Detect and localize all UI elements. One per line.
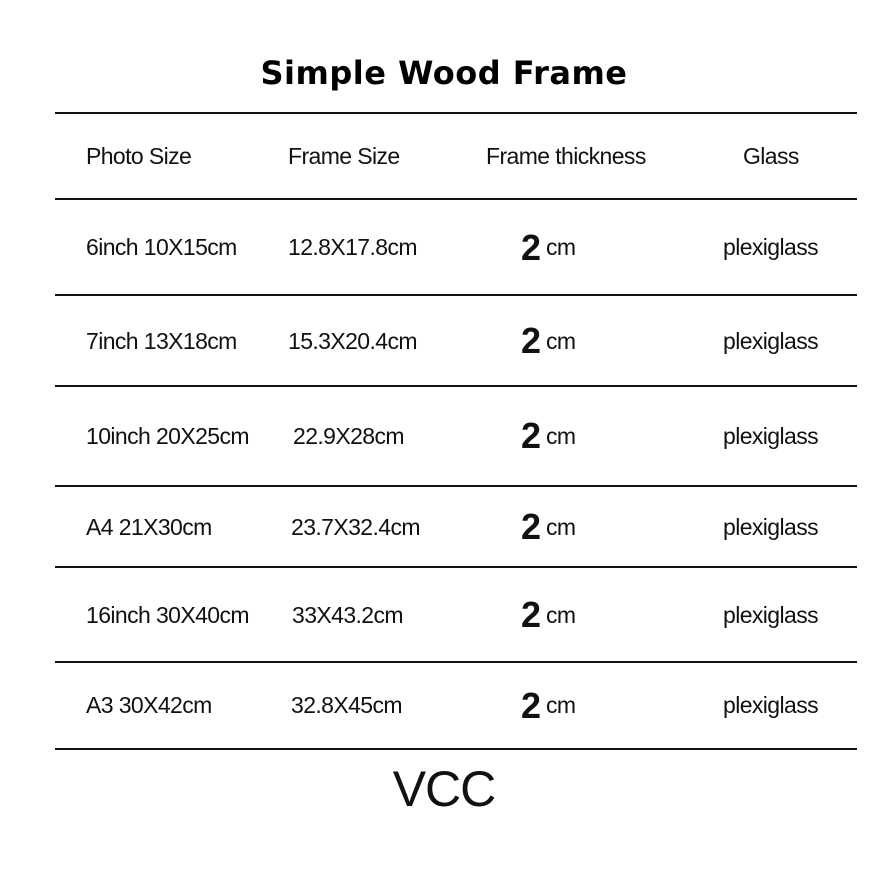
cell-thickness xyxy=(485,487,576,567)
thickness-value: 2 xyxy=(521,594,542,635)
cell-glass: plexiglass xyxy=(723,327,818,354)
table-row xyxy=(55,387,857,485)
table-row xyxy=(55,487,857,567)
cell-photo-size: 6inch 10X15cm xyxy=(86,234,237,260)
cell-glass: plexiglass xyxy=(723,234,818,260)
cell-photo-size: 10inch 20X25cm xyxy=(86,422,249,449)
header-glass: Glass xyxy=(743,142,799,169)
thickness-value: 2 xyxy=(521,415,542,456)
cell-frame-size: 15.3X20.4cm xyxy=(288,327,417,354)
cell-photo-size: A4 21X30cm xyxy=(86,513,212,540)
page-title: Simple Wood Frame xyxy=(260,54,628,92)
cell-frame-size: 12.8X17.8cm xyxy=(288,234,417,260)
cell-glass: plexiglass xyxy=(723,601,818,628)
thickness-value: 2 xyxy=(521,226,542,268)
header-photo-size: Photo Size xyxy=(86,142,192,169)
cell-frame-size: 22.9X28cm xyxy=(293,422,404,449)
cell-photo-size: 7inch 13X18cm xyxy=(86,327,237,354)
thickness-value: 2 xyxy=(521,506,542,547)
cell-photo-size: 16inch 30X40cm xyxy=(86,601,249,628)
thickness-value: 2 xyxy=(521,684,542,726)
table-header-row xyxy=(55,114,857,198)
cell-thickness xyxy=(485,568,576,662)
table-row xyxy=(55,200,857,295)
thickness-unit: cm xyxy=(546,513,576,540)
cell-glass: plexiglass xyxy=(723,692,818,718)
table-row xyxy=(55,568,857,662)
table-bottom-border xyxy=(55,748,857,750)
cell-frame-size: 23.7X32.4cm xyxy=(291,513,420,540)
thickness-unit: cm xyxy=(546,327,576,354)
cell-glass: plexiglass xyxy=(723,422,818,449)
table-row xyxy=(55,663,857,748)
table-row xyxy=(55,296,857,386)
header-frame-size: Frame Size xyxy=(288,142,400,169)
thickness-value: 2 xyxy=(521,320,542,361)
cell-photo-size: A3 30X42cm xyxy=(86,692,212,718)
cell-glass: plexiglass xyxy=(723,513,818,540)
cell-frame-size: 33X43.2cm xyxy=(292,601,403,628)
thickness-unit: cm xyxy=(546,234,576,260)
cell-thickness xyxy=(485,296,576,386)
header-frame-thickness: Frame thickness xyxy=(486,142,646,169)
thickness-unit: cm xyxy=(546,601,576,628)
thickness-unit: cm xyxy=(546,422,576,449)
thickness-unit: cm xyxy=(546,692,576,718)
cell-frame-size: 32.8X45cm xyxy=(291,692,402,718)
cell-thickness xyxy=(485,663,576,748)
cell-thickness xyxy=(485,387,576,485)
brand-label: VCC xyxy=(392,761,496,817)
cell-thickness xyxy=(485,200,576,295)
